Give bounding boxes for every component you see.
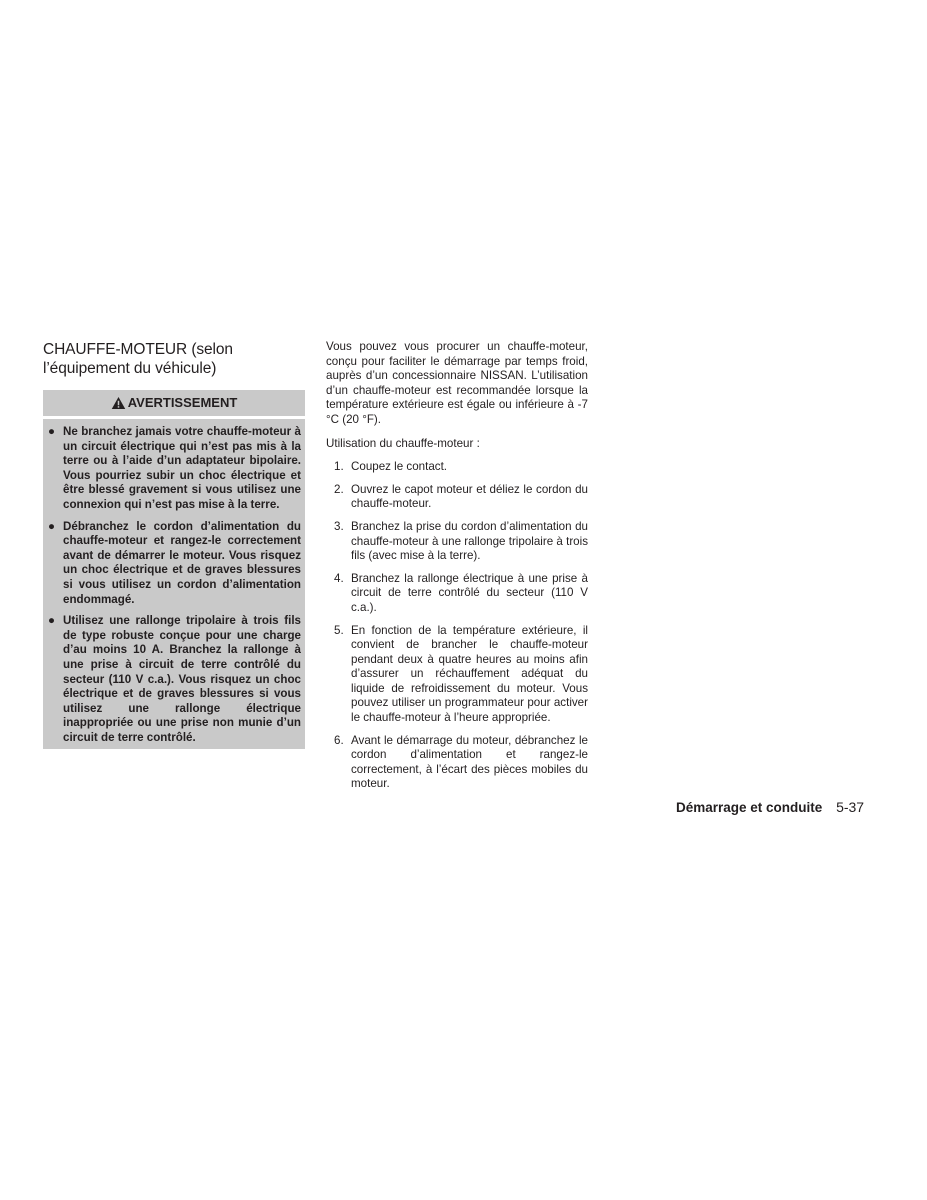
step-item [326, 734, 588, 792]
step-number: 2. [334, 482, 344, 496]
warning-item [46, 425, 301, 513]
bullet: ● [48, 519, 56, 533]
right-column [326, 340, 588, 800]
warning-item-text: Utilisez une rallonge tripolaire à trois fils de type robuste conçue pour une charge d’au moins 10 A. Branchez la rallonge à une prise à circuit de terre contrôlé du secteur (110 V c.a.). Vous risquez un choc électrique et de graves blessures si vous utilisez une rallonge électrique inappropriée ou une prise non munie d’un circuit de terre contrôlé. [63, 614, 301, 744]
step-number: 1. [334, 460, 344, 474]
step-number: 4. [334, 571, 344, 585]
step-number: 5. [334, 623, 344, 637]
step-text: Coupez le contact. [351, 460, 448, 474]
step-number: 3. [334, 519, 344, 533]
intro-paragraph: Vous pouvez vous procurer un chauffe-moteur, conçu pour faciliter le démarrage par temps froid, auprès d’un concessionnaire NISSAN. L’utilisation d’un chauffe-moteur est recommandée lorsque la température extérieure est égale ou inférieure à -7 °C (20 °F). [326, 340, 588, 426]
step-item [326, 572, 588, 616]
warning-list [46, 425, 301, 745]
usage-label: Utilisation du chauffe-moteur : [326, 436, 480, 450]
warning-title: AVERTISSEMENT [127, 395, 238, 410]
step-text: Avant le démarrage du moteur, débranchez le cordon d’alimentation et rangez-le correctement, à l’écart des pièces mobiles du moteur. [351, 733, 588, 791]
warning-box [43, 390, 305, 749]
step-text: Ouvrez le capot moteur et déliez le cordon du chauffe-moteur. [351, 482, 588, 511]
steps-list [326, 460, 588, 792]
warning-triangle-icon [111, 396, 126, 410]
warning-item-text: Débranchez le cordon d’alimentation du chauffe-moteur et rangez-le correctement avant de démarrer le moteur. Vous risquez un choc électrique et de graves blessures si vous utilisez un cordon d’alimentation endommagé. [63, 519, 301, 606]
step-text: Branchez la prise du cordon d’alimentation du chauffe-moteur à une rallonge tripolaire à trois fils (avec mise à la terre). [351, 519, 588, 563]
page-number: 5-37 [836, 799, 865, 815]
step-item [326, 624, 588, 726]
bullet: ● [48, 614, 56, 628]
step-item [326, 483, 588, 512]
step-item [326, 460, 588, 475]
left-column [43, 340, 305, 749]
step-text: Branchez la rallonge électrique à une prise à circuit de terre contrôlé du secteur (110 V c.a.). [351, 571, 588, 614]
warning-item-text: Ne branchez jamais votre chauffe-moteur à un circuit électrique qui n’est pas mis à la terre ou à l’aide d’un adaptateur bipolaire. Vous pourriez subir un choc électrique et être blessé gravement si vous utilisez une connexion qui n’est pas mise à la terre. [63, 425, 301, 511]
section-title [43, 340, 305, 378]
warning-header [43, 394, 305, 419]
chapter-title: Démarrage et conduite [676, 800, 823, 815]
warning-item [46, 614, 301, 745]
bullet: ● [48, 425, 56, 438]
section-title-line1: CHAUFFE-MOTEUR (selon [43, 341, 233, 358]
step-text: En fonction de la température extérieure, il convient de brancher le chauffe-moteur pendant deux à quatre heures au moins afin d’assurer un réchauffement adéquat du liquide de refroidissement du moteur. Vous pouvez utiliser un programmateur pour activer le chauffe-moteur à l’heure appropriée. [351, 623, 588, 725]
warning-item [46, 520, 301, 608]
step-item [326, 520, 588, 564]
step-number: 6. [334, 733, 344, 747]
section-title-line2: l’équipement du véhicule) [43, 360, 217, 377]
page-footer [676, 799, 864, 816]
